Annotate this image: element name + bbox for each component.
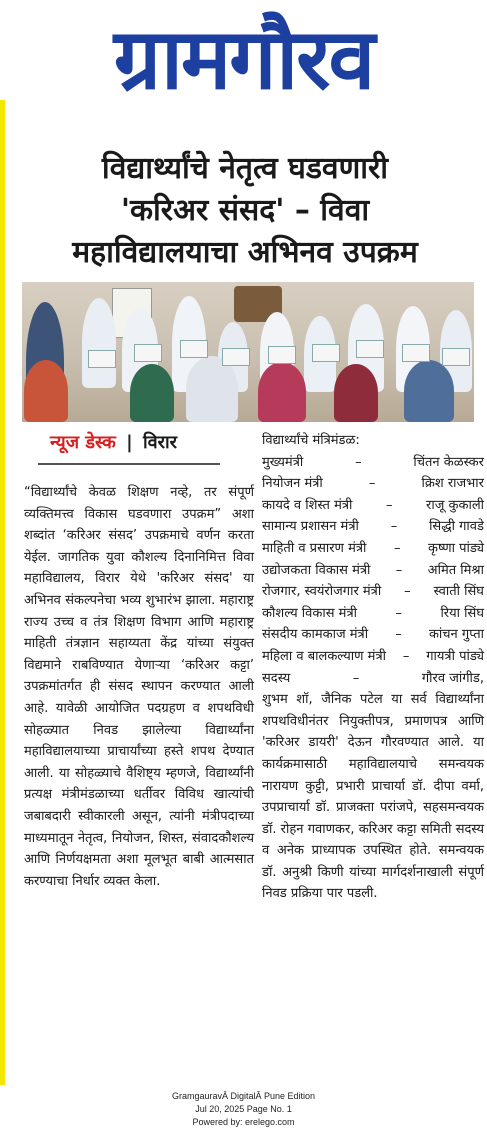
- side-accent-bar: [0, 100, 5, 1085]
- cabinet-role: [262, 516, 484, 538]
- role-name: सिद्धी गावडे: [429, 519, 484, 535]
- cabinet-role: [262, 581, 484, 603]
- certificate: [180, 340, 208, 358]
- role-dash: –: [393, 540, 401, 556]
- person-figure: [130, 364, 174, 422]
- person-figure: [334, 364, 378, 422]
- role-post: संसदीय कामकाज मंत्री: [262, 627, 369, 643]
- role-name: अमित मिश्रा: [427, 562, 484, 578]
- role-name: गौरव जांगीड,: [421, 670, 484, 686]
- cabinet-role: [262, 538, 484, 560]
- headline-line-3: महाविद्यालयाचा अभिनव उपक्रम: [72, 235, 418, 270]
- masthead: [0, 0, 487, 118]
- group-photo: [22, 282, 474, 422]
- role-name: राजू कुकाली: [426, 497, 484, 513]
- footer-edition: GramgauravÂ DigitalÂ Pune Edition: [171, 1091, 316, 1101]
- role-post: मुख्यमंत्री: [262, 454, 304, 470]
- certificate: [134, 344, 162, 362]
- role-post: कौशल्य विकास मंत्री: [262, 605, 357, 621]
- cabinet-role: [262, 668, 484, 690]
- role-name: कांचन गुप्ता: [428, 627, 484, 643]
- cabinet-role: [262, 624, 484, 646]
- role-dash: –: [385, 497, 393, 513]
- role-post: नियोजन मंत्री: [262, 476, 323, 492]
- headline-line-2: 'करिअर संसद' – विवा: [120, 193, 370, 228]
- role-post: सदस्य: [262, 670, 291, 686]
- certificate: [442, 348, 470, 366]
- role-dash: –: [352, 670, 360, 686]
- cabinet-intro: विद्यार्थ्यांचे मंत्रिमंडळ:: [262, 433, 360, 448]
- cabinet-role: [262, 473, 484, 495]
- person-figure: [82, 298, 116, 388]
- role-name: क्रिश राजभार: [421, 476, 484, 492]
- person-figure: [404, 360, 454, 422]
- role-name: रिया सिंघ: [440, 605, 484, 621]
- footer: [0, 1090, 487, 1129]
- role-dash: –: [355, 454, 362, 470]
- role-dash: –: [402, 648, 410, 664]
- certificate: [88, 350, 116, 368]
- byline-rule: [38, 463, 220, 465]
- article-right-text: शुभम शॉ, जैनिक पटेल या सर्व विद्यार्थ्यांना शपथविधीनंतर नियुक्तीपत्र, प्रमाणपत्र आणि 'करिअर डायरी' देऊन गौरवण्यात आले. या कार्यक्रमासाठी महाविद्यालयाचे समन्वयक नारायण कुट्टी, प्रभारी प्राचार्या डॉ. दीपा वर्मा, उपप्राचार्या डॉ. प्राजक्ता परांजपे, सहसमन्वयक डॉ. रोहन गवाणकर, करिअर कट्टा समिती सदस्य व अनेक प्राध्यापक उपस्थित होते. समन्वयक डॉ. अनुश्री किणी यांच्या मार्गदर्शनाखाली संपूर्ण निवड प्रक्रिया पार पडली.: [262, 692, 484, 902]
- article-right-column: [262, 430, 484, 905]
- role-post: उद्योजकता विकास मंत्री: [262, 562, 371, 578]
- masthead-title: ग्रामगौरव: [113, 10, 374, 108]
- role-name: कृष्णा पांड्ये: [428, 540, 484, 556]
- role-post: सामान्य प्रशासन मंत्री: [262, 519, 359, 535]
- role-post: रोजगार, स्वयंरोजगार मंत्री: [262, 584, 382, 600]
- certificate: [222, 348, 250, 366]
- byline-separator: |: [126, 432, 133, 453]
- role-name: चिंतन केळस्कर: [413, 454, 484, 470]
- certificate: [356, 340, 384, 358]
- role-post: कायदे व शिस्त मंत्री: [262, 497, 353, 513]
- certificate: [402, 344, 430, 362]
- cabinet-role: [262, 495, 484, 517]
- headline: [20, 148, 470, 274]
- person-figure: [24, 360, 68, 422]
- footer-powered-by: Powered by: erelego.com: [192, 1117, 295, 1127]
- byline-place: विरार: [142, 432, 178, 453]
- cabinet-role: [262, 603, 484, 625]
- role-dash: –: [395, 627, 402, 643]
- certificate: [312, 344, 340, 362]
- role-dash: –: [404, 584, 411, 600]
- cabinet-role: [262, 560, 484, 582]
- cabinet-role: [262, 452, 484, 474]
- role-post: माहिती व प्रसारण मंत्री: [262, 540, 367, 556]
- byline-desk: न्यूज डेस्क: [50, 432, 116, 453]
- article-body-text: “विद्यार्थ्यांचे केवळ शिक्षण नव्हे, तर संपूर्ण व्यक्तिमत्त्व विकास घडवणारा उपक्रम” अशा शब्दांत ‘करिअर संसद’ उपक्रमाचे वर्णन करता येईल. जागतिक युवा कौशल्य दिनानिमित्त विवा महाविद्यालय, विरार येथे 'करिअर संसद' या अभिनव संकल्पनेचा भव्य शुभारंभ झाला. महाराष्ट्र राज्य उच्च व तंत्र शिक्षण विभाग आणि महाराष्ट्र माहिती तंत्रज्ञान सहाय्यता केंद्र यांच्या संयुक्त विद्यमाने राबविण्यात येणाऱ्या ‘करिअर कट्टा’ उपक्रमांतर्गत ही संसद स्थापन करण्यात आली आहे. यावेळी आयोजित पदग्रहण व शपथविधी सोहळ्यात निवड झालेल्या विद्यार्थ्यांना महाविद्यालयाच्या प्राचार्यांच्या हस्ते शपथ देण्यात आली. या सोहळ्याचे वैशिष्ट्य म्हणजे, विद्यार्थ्यांनी प्रत्यक्ष मंत्रीमंडळाच्या धर्तीवर विविध खात्यांची जबाबदारी स्वीकारली असून, त्यांनी मंत्रीपदाच्या माध्यमातून नेतृत्व, नियोजन, शिस्त, संवादकौशल्य आणि निर्णयक्षमता अशा मूलभूत बाबी आत्मसात करण्याचा निर्धार व्यक्त केला.: [24, 485, 254, 889]
- certificate: [268, 346, 296, 364]
- footer-date-page: Jul 20, 2025 Page No. 1: [195, 1104, 292, 1114]
- byline: [50, 430, 177, 454]
- article-left-column: [24, 482, 254, 892]
- headline-line-1: विद्यार्थ्यांचे नेतृत्व घडवणारी: [101, 151, 389, 186]
- role-post: महिला व बालकल्याण मंत्री: [262, 648, 387, 664]
- person-figure: [258, 362, 306, 422]
- role-dash: –: [390, 519, 398, 535]
- cabinet-role: [262, 646, 484, 668]
- role-name: स्वाती सिंघ: [433, 584, 484, 600]
- role-dash: –: [395, 605, 402, 621]
- role-name: गायत्री पांड्ये: [426, 648, 484, 664]
- role-dash: –: [395, 562, 403, 578]
- role-dash: –: [368, 476, 376, 492]
